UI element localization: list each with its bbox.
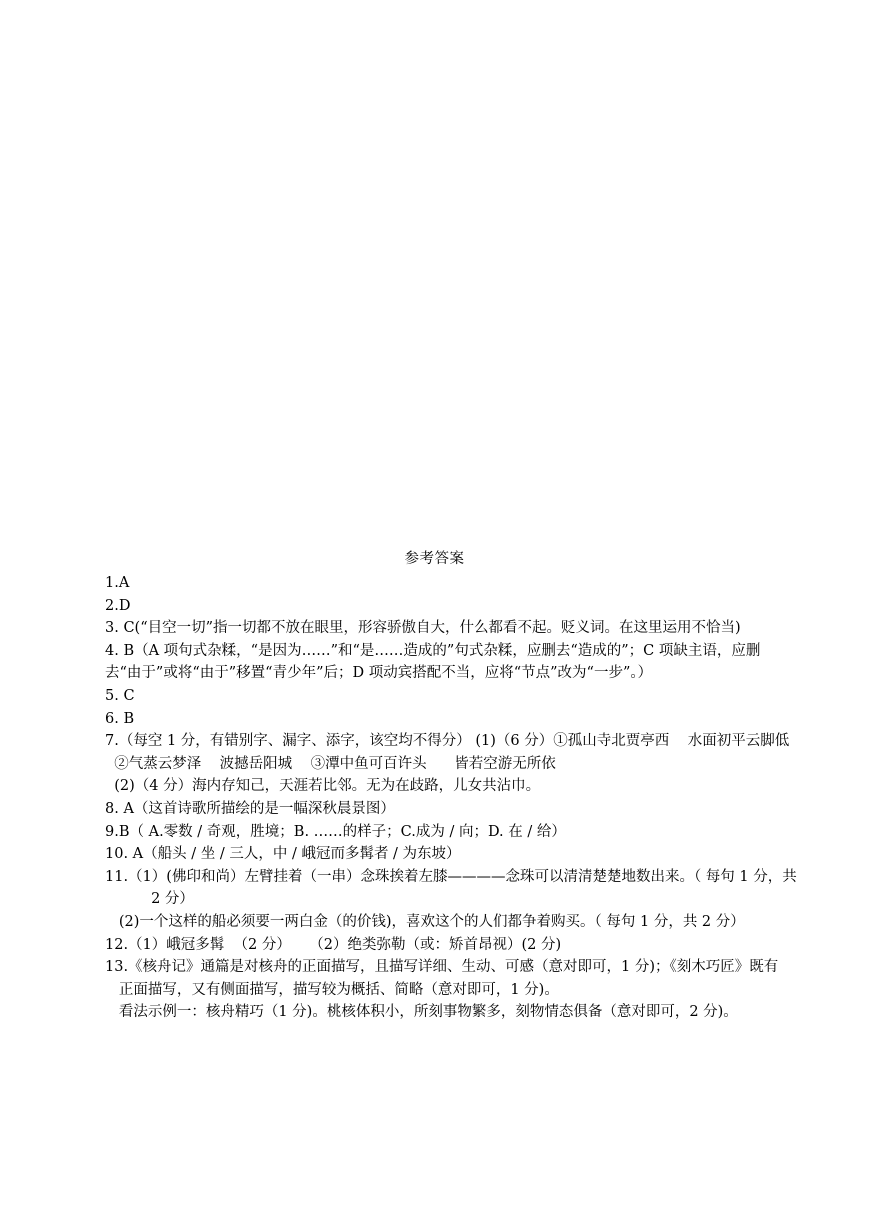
answer-line-12: 12.（1）峨冠多髯 （2 分） （2）绝类弥勒（或：矫首昂视）(2 分)	[105, 936, 562, 953]
answer-line-9: 9.B（ A.零数 / 奇观，胜境；B. ……的样子；C.成为 / 向；D. 在 / 给）	[105, 823, 566, 840]
answer-line-6: 6. B	[105, 710, 135, 727]
answer-line-3: 3. C(“目空一切”指一切都不放在眼里，形容骄傲自大，什么都看不起。贬义词。在这里运用不恰当)	[105, 620, 741, 637]
answer-line-11-cont: 2 分）	[105, 891, 194, 908]
answer-line-7-part2: (2)（4 分）海内存知己，天涯若比邻。无为在歧路，儿女共沾巾。	[105, 778, 541, 795]
answer-line-13-cont: 正面描写，又有侧面描写，描写较为概括、简略（意对即可，1 分)。	[105, 981, 559, 998]
answer-line-13-example: 看法示例一：核舟精巧（1 分)。桃核体积小，所刻事物繁多，刻物情态俱备（意对即可，2 分)。	[105, 1004, 738, 1021]
answer-line-10: 10. A（船头 / 坐 / 三人，中 / 峨冠而多髯者 / 为东坡）	[105, 846, 461, 863]
answer-line-4-cont: 去“由于”或将“由于”移置“青少年”后；D 项动宾搭配不当，应将“节点”改为“一步”。）	[105, 665, 653, 682]
answer-line-8: 8. A（这首诗歌所描绘的是一幅深秋晨景图）	[105, 800, 395, 817]
answer-line-11-part2: (2)一个这样的船必须要一两白金（的价钱)，喜欢这个的人们都争着购买。（ 每句 1 分，共 2 分）	[105, 913, 745, 930]
answer-line-5: 5. C	[105, 687, 135, 704]
answer-list	[105, 572, 795, 1024]
answer-line-1: 1.A	[105, 575, 130, 591]
answer-line-7-cont: ②气蒸云梦泽 波撼岳阳城 ③潭中鱼可百许头 皆若空游无所依	[105, 755, 556, 772]
page-title: 参考答案	[404, 551, 465, 567]
answer-line-11: 11.（1）(佛印和尚）左臂挂着（一串）念珠挨着左膝————念珠可以清清楚楚地数出来。（ 每句 1 分，共	[105, 868, 797, 885]
answer-line-7: 7.（每空 1 分，有错别字、漏字、添字，该空均不得分） (1)（6 分）①孤山寺北贾亭西 水面初平云脚低	[105, 733, 790, 750]
answer-line-2: 2.D	[105, 597, 131, 614]
answer-line-13: 13.《核舟记》通篇是对核舟的正面描写，且描写详细、生动、可感（意对即可，1 分)；《刻木巧匠》既有	[105, 959, 779, 976]
answer-line-4: 4. B（A 项句式杂糅，“是因为……”和“是……造成的”句式杂糅，应删去“造成的”；C 项缺主语，应删	[105, 642, 761, 659]
